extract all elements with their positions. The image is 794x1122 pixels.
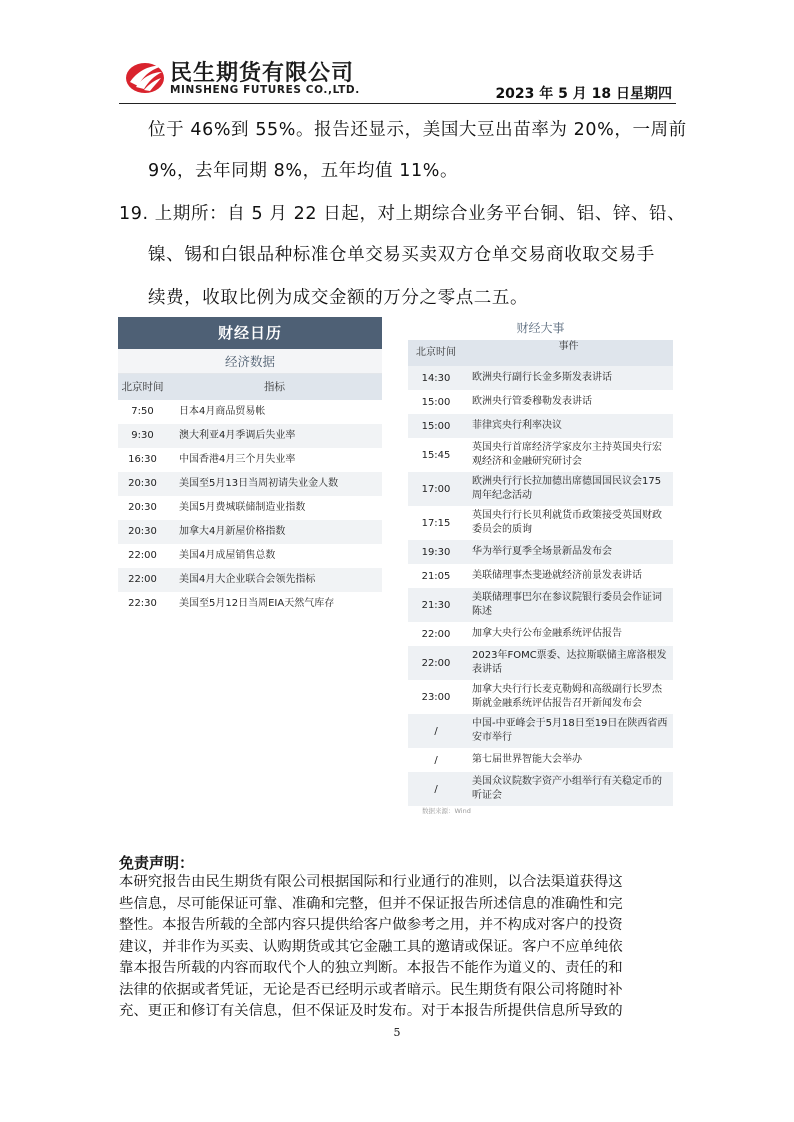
event-row [408, 414, 673, 438]
calendar-row [118, 472, 382, 496]
event-time: 17:15 [421, 517, 451, 529]
calendar-time: 7:50 [131, 406, 154, 417]
col-header-time: 北京时间 [121, 381, 164, 393]
calendar-indicator: 澳大利亚4月季调后失业率 [179, 430, 296, 441]
calendar-indicator: 加拿大4月新屋价格指数 [179, 526, 286, 537]
event-time: 17:00 [421, 483, 451, 495]
event-row [408, 540, 673, 564]
disclaimer-title: 免责声明： [119, 854, 195, 872]
event-time: 21:05 [421, 570, 451, 582]
calendar-time: 22:00 [128, 574, 157, 585]
calendar-row [118, 448, 382, 472]
calendar-row [118, 496, 382, 520]
calendar-indicator: 美国4月成屋销售总数 [179, 550, 276, 561]
event-row [408, 622, 673, 646]
col-header-event: 事件 [558, 341, 579, 352]
calendar-time: 20:30 [128, 526, 157, 537]
event-row [408, 564, 673, 588]
event-time: 22:00 [421, 657, 451, 669]
minsheng-logo-icon [124, 56, 166, 96]
data-source: 数据来源：Wind [422, 807, 471, 815]
disclaimer-line: 些信息，尽可能保证可靠、准确和完整，但并不保证报告所述信息的准确性和完 [119, 895, 623, 912]
calendar-row [118, 544, 382, 568]
page-number: 5 [393, 1026, 401, 1039]
event-description: 英国央行首席经济学家皮尔主持英国央行宏观经济和金融研究研讨会 [472, 442, 662, 467]
event-row [408, 646, 673, 680]
event-description: 英国央行行长贝利就货币政策接受英国财政委员会的质询 [472, 510, 662, 535]
col-header-time: 北京时间 [416, 347, 456, 358]
calendar-indicator: 美国至5月12日当周EIA天然气库存 [179, 598, 335, 609]
calendar-indicator: 中国香港4月三个月失业率 [179, 454, 296, 465]
calendar-indicator: 日本4月商品贸易帐 [179, 406, 266, 417]
calendar-row [118, 400, 382, 424]
company-name-en: MINSHENG FUTURES CO.,LTD. [170, 84, 360, 96]
event-description: 第七届世界智能大会举办 [472, 754, 582, 765]
company-logo [124, 56, 364, 100]
disclaimer-line: 本研究报告由民生期货有限公司根据国际和行业通行的准则，以合法渠道获得这 [119, 874, 623, 890]
body-line: 续费，收取比例为成交金额的万分之零点二五。 [148, 288, 529, 308]
calendar-subtitle: 经济数据 [118, 349, 382, 374]
calendar-indicator: 美国4月大企业联合会领先指标 [179, 574, 316, 585]
calendar-time: 22:00 [128, 550, 157, 561]
header-divider [119, 103, 676, 104]
calendar-indicator: 美国至5月13日当周初请失业金人数 [179, 478, 339, 489]
event-description: 2023年FOMC票委、达拉斯联储主席洛根发表讲话 [472, 650, 667, 675]
event-time: 23:00 [421, 691, 451, 703]
event-row [408, 438, 673, 472]
event-row [408, 366, 673, 390]
body-line: 位于 46%到 55%。报告还显示，美国大豆出苗率为 20%，一周前 [148, 120, 687, 140]
disclaimer-text [119, 872, 679, 1023]
calendar-time: 20:30 [128, 478, 157, 489]
disclaimer-line: 法律的依据或者凭证，无论是否已经明示或者暗示。民生期货有限公司将随时补 [119, 981, 623, 998]
calendar-title: 财经日历 [118, 317, 382, 349]
event-description: 欧洲央行副行长金多斯发表讲话 [472, 372, 612, 383]
economic-calendar-table [118, 317, 382, 616]
event-description: 华为举行夏季全场景新品发布会 [472, 546, 612, 557]
report-date: 2023 年 5 月 18 日星期四 [495, 86, 672, 102]
calendar-indicator: 美国5月费城联储制造业指数 [179, 502, 306, 513]
disclaimer-line: 充、更正和修订有关信息，但不保证及时发布。对于本报告所提供信息所导致的 [119, 1003, 623, 1019]
event-description: 美联储理事巴尔在参议院银行委员会作证词陈述 [472, 592, 662, 617]
calendar-header-row [118, 374, 382, 400]
body-line-item-19: 19. 上期所：自 5 月 22 日起，对上期综合业务平台铜、铝、锌、铅、 [119, 204, 686, 224]
event-row [408, 680, 673, 714]
event-description: 加拿大央行公布金融系统评估报告 [472, 628, 622, 639]
event-description: 美联储理事杰斐逊就经济前景发表讲话 [472, 570, 642, 581]
col-header-item: 指标 [264, 381, 285, 393]
event-time: / [434, 754, 438, 766]
event-description: 菲律宾央行利率决议 [472, 420, 562, 431]
event-description: 欧洲央行行长拉加德出席德国国民议会175周年纪念活动 [472, 476, 662, 501]
calendar-time: 9:30 [131, 430, 154, 441]
calendar-row [118, 592, 382, 616]
financial-events-table [408, 316, 673, 816]
body-line: 9%，去年同期 8%，五年均值 11%。 [148, 161, 459, 181]
body-line: 镍、锡和白银品种标准仓单交易买卖双方仓单交易商收取交易手 [148, 245, 655, 265]
calendar-row [118, 424, 382, 448]
calendar-time: 22:30 [128, 598, 157, 609]
event-description: 美国众议院数字资产小组举行有关稳定币的听证会 [472, 776, 662, 801]
event-row [408, 714, 673, 748]
calendar-time: 20:30 [128, 502, 157, 513]
event-time: / [434, 783, 438, 795]
event-description: 欧洲央行管委穆勒发表讲话 [472, 396, 592, 407]
event-time: / [434, 725, 438, 737]
calendar-time: 16:30 [128, 454, 157, 465]
disclaimer-line: 建议，并非作为买卖、认购期货或其它金融工具的邀请或保证。客户不应单纯依 [119, 938, 623, 955]
event-time: 15:00 [421, 396, 451, 408]
event-row [408, 472, 673, 506]
events-header-row [408, 340, 673, 366]
calendar-row [118, 520, 382, 544]
disclaimer-line: 靠本报告所载的内容而取代个人的独立判断。本报告不能作为道义的、责任的和 [119, 960, 623, 976]
calendar-row [118, 568, 382, 592]
event-time: 14:30 [421, 372, 451, 384]
event-row [408, 390, 673, 414]
event-time: 21:30 [421, 599, 451, 611]
events-title: 财经大事 [516, 321, 565, 335]
disclaimer-line: 整性。本报告所载的全部内容只提供给客户做参考之用，并不构成对客户的投资 [119, 917, 623, 933]
event-row [408, 506, 673, 540]
event-row [408, 748, 673, 772]
event-description: 中国-中亚峰会于5月18日至19日在陕西省西安市举行 [472, 718, 668, 743]
company-name-cn: 民生期货有限公司 [170, 61, 355, 86]
event-time: 22:00 [421, 628, 451, 640]
event-time: 15:45 [421, 449, 451, 461]
event-time: 15:00 [421, 420, 451, 432]
event-row [408, 772, 673, 806]
event-description: 加拿大央行行长麦克勒姆和高级副行长罗杰斯就金融系统评估报告召开新闻发布会 [472, 684, 662, 709]
event-time: 19:30 [421, 546, 451, 558]
event-row [408, 588, 673, 622]
